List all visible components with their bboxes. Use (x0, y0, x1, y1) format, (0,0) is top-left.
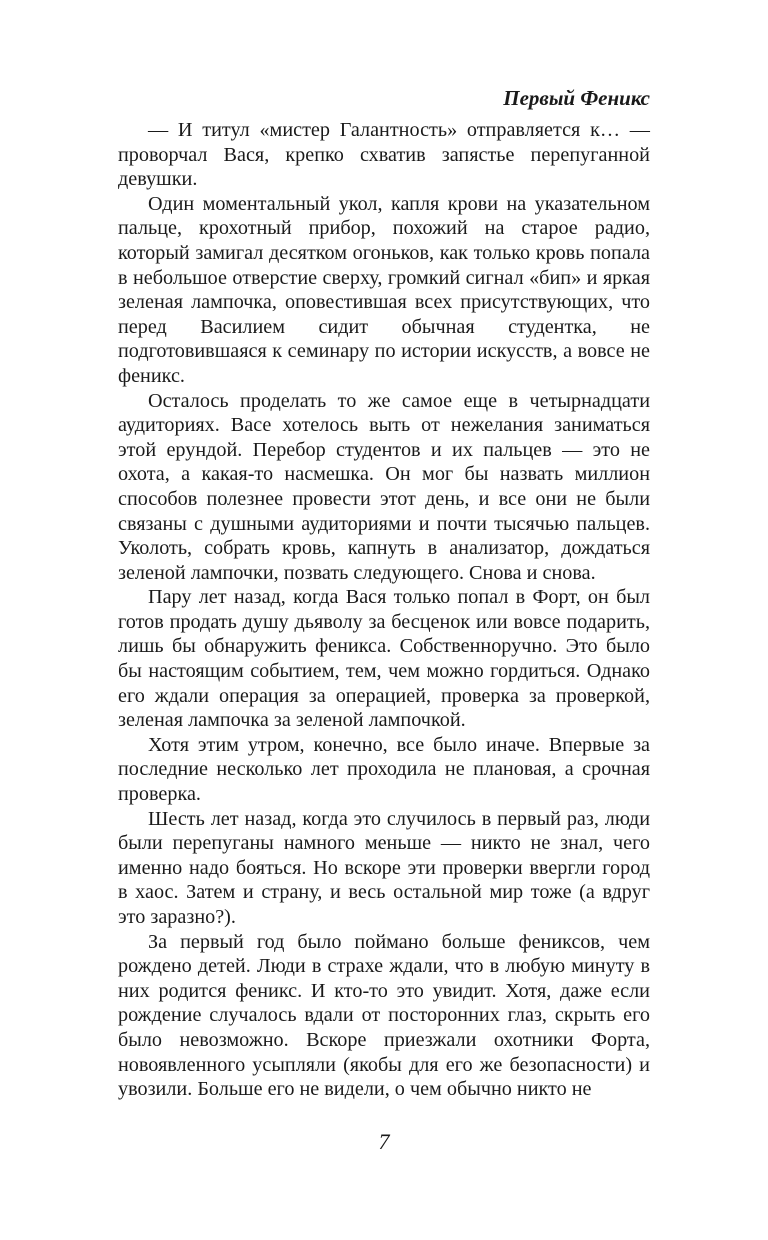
paragraph: За первый год было поймано больше фениксов, чем рождено детей. Люди в страхе ждали, что в любую минуту в них родится феникс. И кто-то это увидит. Хотя, даже если рождение случалось вдали от посторонних глаз, скрыть его было невозможно. Вскоре приезжали охотники Форта, новоявленного усыпляли (якобы для его же безопасности) и увозили. Больше его не видели, о чем обычно никто не (118, 930, 650, 1101)
paragraph: Осталось проделать то же самое еще в четырнадцати аудиториях. Васе хотелось выть от нежелания заниматься этой ерундой. Перебор студентов и их пальцев — это не охота, а какая-то насмешка. Он мог бы назвать миллион способов полезнее провести этот день, и все они не были связаны с душными аудиториями и почти тысячью пальцев. Уколоть, собрать кровь, капнуть в анализатор, дождаться зеленой лампочки, позвать следующего. Снова и снова. (118, 389, 650, 584)
paragraph: Шесть лет назад, когда это случилось в первый раз, люди были перепуганы намного меньше — никто не знал, чего именно надо бояться. Но вскоре эти проверки ввергли город в хаос. Затем и страну, и весь остальной мир тоже (а вдруг это заразно?). (118, 807, 650, 928)
running-header: Первый Феникс (503, 86, 650, 110)
paragraph: Хотя этим утром, конечно, все было иначе. Впервые за последние несколько лет проходила не плановая, а срочная проверка. (118, 733, 650, 806)
page-number: 7 (378, 1129, 390, 1154)
paragraph: — И титул «мистер Галантность» отправляется к… — проворчал Вася, крепко схватив запястье перепуганной девушки. (118, 119, 650, 191)
paragraph: Пару лет назад, когда Вася только попал в Форт, он был готов продать душу дьяволу за бесценок или вовсе подарить, лишь бы обнаружить феникса. Собственноручно. Это было бы настоящим событием, тем, чем можно гордиться. Однако его ждали операция за операцией, проверка за проверкой, зеленая лампочка за зеленой лампочкой. (118, 586, 650, 732)
paragraph: Один моментальный укол, капля крови на указательном пальце, крохотный прибор, похожий на старое радио, который замигал десятком огоньков, как только кровь попала в небольшое отверстие сверху, громкий сигнал «бип» и яркая зеленая лампочка, оповестившая всех присутствующих, что перед Василием сидит обычная студентка, не подготовившаяся к семинару по истории искусств, а вовсе не феникс. (118, 192, 650, 387)
body-text (118, 118, 650, 1102)
